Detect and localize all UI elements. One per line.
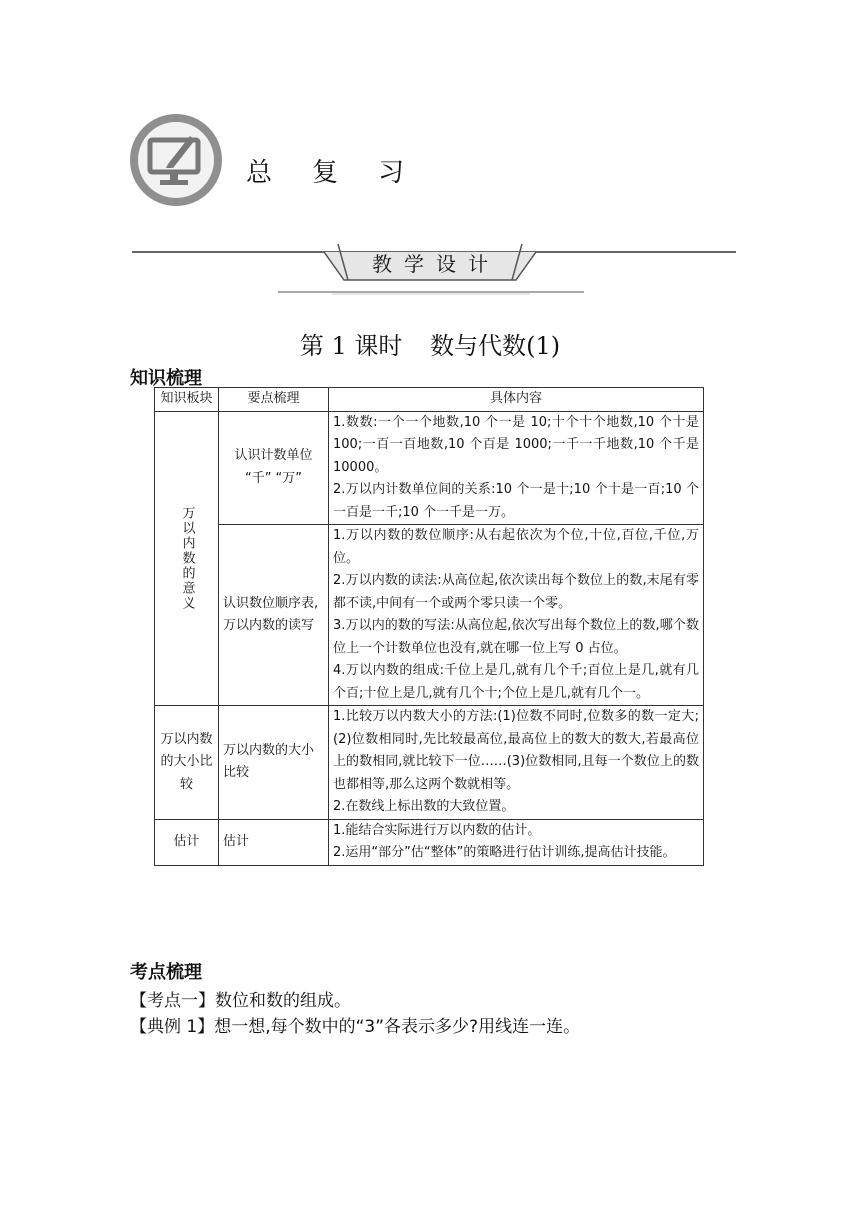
table-row bbox=[155, 525, 704, 706]
header-content: 具体内容 bbox=[329, 388, 704, 412]
content-cell bbox=[329, 525, 704, 706]
knowledge-table bbox=[154, 387, 704, 866]
example-line: 【典例 1】想一想,每个数中的“3”各表示多少?用线连一连。 bbox=[130, 1017, 581, 1037]
table-header-row bbox=[155, 388, 704, 412]
block-name: 万以内数的意义 bbox=[179, 505, 195, 611]
content-item: 2.在数线上标出数的大致位置。 bbox=[333, 799, 515, 814]
table-row bbox=[155, 411, 704, 525]
content-item: 4.万以内数的组成:千位上是几,就有几个千;百位上是几,就有几个百;十位上是几,就有几个十;个位上是几,就有几个一。 bbox=[333, 663, 699, 701]
block-cell bbox=[155, 411, 219, 706]
lesson-topic: 数与代数(1) bbox=[430, 332, 561, 360]
point-cell: 认识计数单位 “千” “万” bbox=[219, 411, 329, 525]
table-row bbox=[155, 706, 704, 820]
point-cell: 估计 bbox=[219, 819, 329, 865]
header-block: 知识板块 bbox=[155, 388, 219, 412]
content-item: 1.万以内数的数位顺序:从右起依次为个位,十位,百位,千位,万位。 bbox=[333, 528, 699, 566]
lesson-number: 第 1 课时 bbox=[299, 332, 403, 360]
content-item: 2.万以内计数单位间的关系:10 个一是十;10 个十是一百;10 个一百是一千;10 个一千是一万。 bbox=[333, 482, 699, 520]
block-cell: 万以内数的大小比较 bbox=[155, 706, 219, 820]
content-item: 2.运用“部分”估“整体”的策略进行估计训练,提高估计技能。 bbox=[333, 845, 676, 860]
content-cell bbox=[329, 411, 704, 525]
content-cell bbox=[329, 819, 704, 865]
content-cell bbox=[329, 706, 704, 820]
exam-point-line: 【考点一】数位和数的组成。 bbox=[130, 991, 351, 1011]
header-point: 要点梳理 bbox=[219, 388, 329, 412]
lesson-title bbox=[0, 326, 860, 361]
monitor-pen-icon bbox=[128, 112, 224, 208]
content-item: 3.万以内的数的写法:从高位起,依次写出每个数位上的数,哪个数位上一个计数单位也没有,就在哪一位上写 0 占位。 bbox=[333, 618, 699, 656]
point-cell: 认识数位顺序表,万以内数的读写 bbox=[219, 525, 329, 706]
table-row bbox=[155, 819, 704, 865]
section-heading-exam-points: 考点梳理 bbox=[130, 962, 202, 983]
section-heading-knowledge: 知识梳理 bbox=[130, 368, 202, 389]
content-item: 1.比较万以内数大小的方法:(1)位数不同时,位数多的数一定大;(2)位数相同时,先比较最高位,最高位上的数大的数大,若最高位上的数相同,就比较下一位……(3)位数相同,且每一个数位上的数也都相等,那么这两个数就相等。 bbox=[333, 709, 699, 792]
chapter-title: 总复习 bbox=[246, 158, 445, 188]
content-item: 1.能结合实际进行万以内数的估计。 bbox=[333, 822, 541, 838]
point-cell: 万以内数的大小比较 bbox=[219, 706, 329, 820]
block-cell: 估计 bbox=[155, 819, 219, 865]
content-item: 1.数数:一个一个地数,10 个一是 10;十个十个地数,10 个十是 100;一百一百地数,10 个百是 1000;一千一千地数,10 个千是 10000。 bbox=[333, 414, 699, 475]
content-item: 2.万以内数的读法:从高位起,依次读出每个数位上的数,末尾有零都不读,中间有一个或两个零只读一个零。 bbox=[333, 573, 699, 611]
banner-label: 教学设计 bbox=[372, 252, 500, 276]
